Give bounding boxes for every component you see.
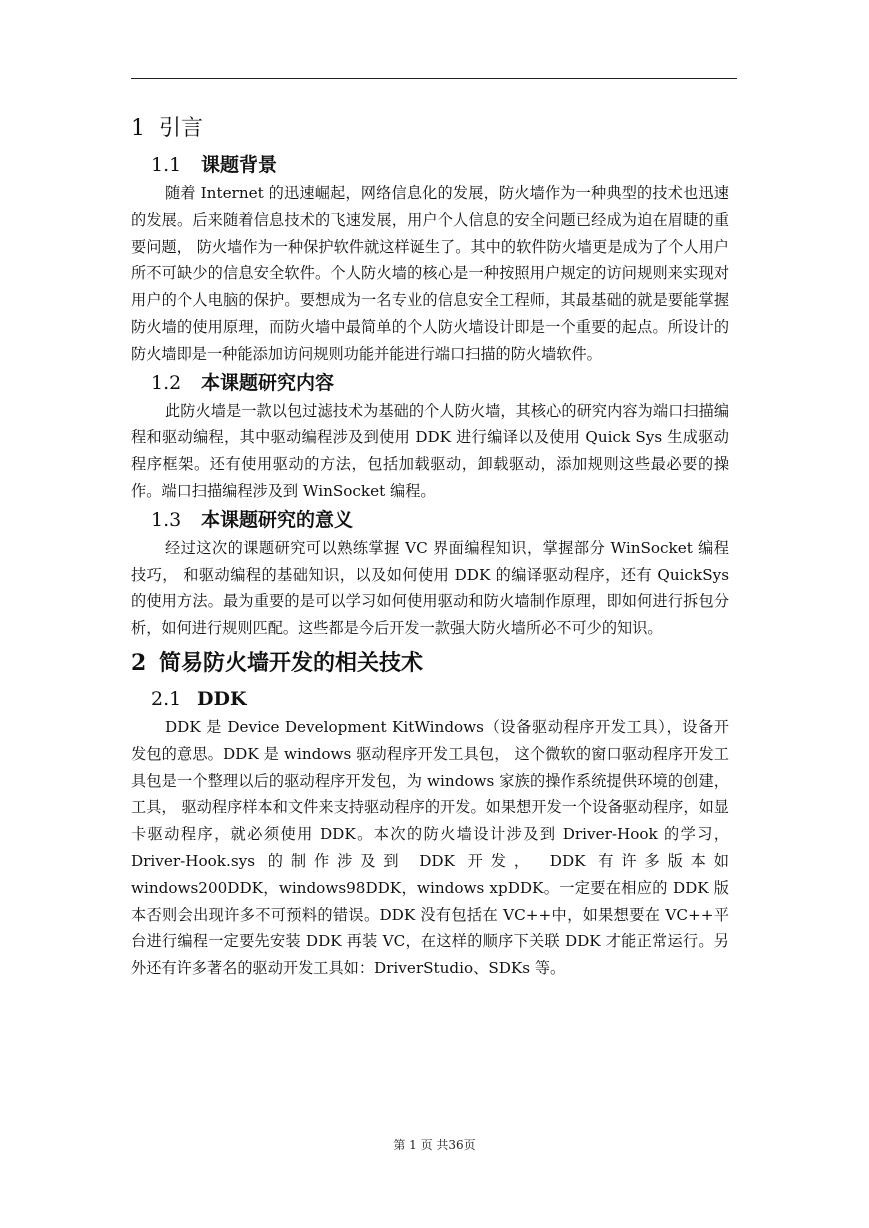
subsection-number: 1.3 xyxy=(151,508,182,531)
paragraph-1-2: 此防火墙是一款以包过滤技术为基础的个人防火墙，其核心的研究内容为端口扫描编程和驱动编程，其中驱动编程涉及到使用 DDK 进行编译以及使用 Quick Sys 生成驱动程序框架。还有使用驱动的方法，包括加载驱动，卸载驱动，添加规则这些最必要的操作。端口扫描编程涉及到 WinSocket 编程。 xyxy=(131,401,729,500)
section-title: 引言 xyxy=(159,116,204,141)
subsection-title: 本课题研究的意义 xyxy=(201,508,354,531)
section-heading-2 xyxy=(131,642,729,684)
paragraph-1-1: 随着 Internet 的迅速崛起，网络信息化的发展，防火墙作为一种典型的技术也迅速的发展。后来随着信息技术的飞速发展，用户个人信息的安全问题已经成为迫在眉睫的重要问题， 防火墙作为一种保护软件就这样诞生了。其中的软件防火墙更是成为了个人用户所不可缺少的信息安全软件。个人防火墙的核心是一种按照用户规定的访问规则来实现对用户的个人电脑的保护。要想成为一名专业的信息安全工程师，其最基础的就是要能掌握防火墙的使用原理，而防火墙中最简单的个人防火墙设计即是一个重要的起点。所设计的防火墙即是一种能添加访问规则功能并能进行端口扫描的防火墙软件。 xyxy=(131,184,729,363)
section-number: 1 xyxy=(131,116,145,141)
page-footer: 第 1 页 共36页 xyxy=(393,1138,476,1152)
subsection-heading-1-3 xyxy=(131,505,729,535)
paragraph-2-1: DDK 是 Device Development KitWindows（设备驱动程序开发工具），设备开发包的意思。DDK 是 windows 驱动程序开发工具包， 这个微软的窗口驱动程序开发工具包是一个整理以后的驱动程序开发包，为 windows 家族的操作系统提供环境的创建，工具， 驱动程序样本和文件来支持驱动程序的开发。如果想开发一个设备驱动程序，如显卡驱动程序，就必须使用 DDK。本次的防火墙设计涉及到 Driver-Hook 的学习，Driver-Hook.sys 的制作涉及到 DDK 开发， DDK 有许多版本如 windows200DDK，windows98DDK，windows xpDDK。一定要在相应的 DDK 版本否则会出现许多不可预料的错误。DDK 没有包括在 VC++中，如果想要在 VC++平台进行编程一定要先安装 DDK 再装 VC，在这样的顺序下关联 DDK 才能正常运行。另外还有许多著名的驱动开发工具如：DriverStudio、SDKs 等。 xyxy=(131,717,729,978)
subsection-number: 1.1 xyxy=(151,154,182,176)
subsection-heading-1-1 xyxy=(131,150,729,180)
section-number: 2 xyxy=(131,649,147,676)
subsection-title: DDK xyxy=(197,687,247,710)
header-rule xyxy=(131,78,737,79)
subsection-heading-1-2 xyxy=(131,368,729,398)
subsection-heading-2-1 xyxy=(131,684,729,714)
document-body xyxy=(131,108,729,982)
subsection-number: 1.2 xyxy=(151,371,182,394)
subsection-number: 2.1 xyxy=(151,687,182,710)
subsection-title: 本课题研究内容 xyxy=(201,371,335,394)
paragraph-1-3: 经过这次的课题研究可以熟练掌握 VC 界面编程知识，掌握部分 WinSocket 编程技巧， 和驱动编程的基础知识，以及如何使用 DDK 的编译驱动程序，还有 QuickSys 的使用方法。最为重要的是可以学习如何使用驱动和防火墙制作原理，即如何进行拆包分析，如何进行规则匹配。这些都是今后开发一款强大防火墙所必不可少的知识。 xyxy=(131,538,729,638)
subsection-title: 课题背景 xyxy=(201,154,278,176)
section-heading-1 xyxy=(131,108,729,150)
section-title: 简易防火墙开发的相关技术 xyxy=(159,649,424,676)
